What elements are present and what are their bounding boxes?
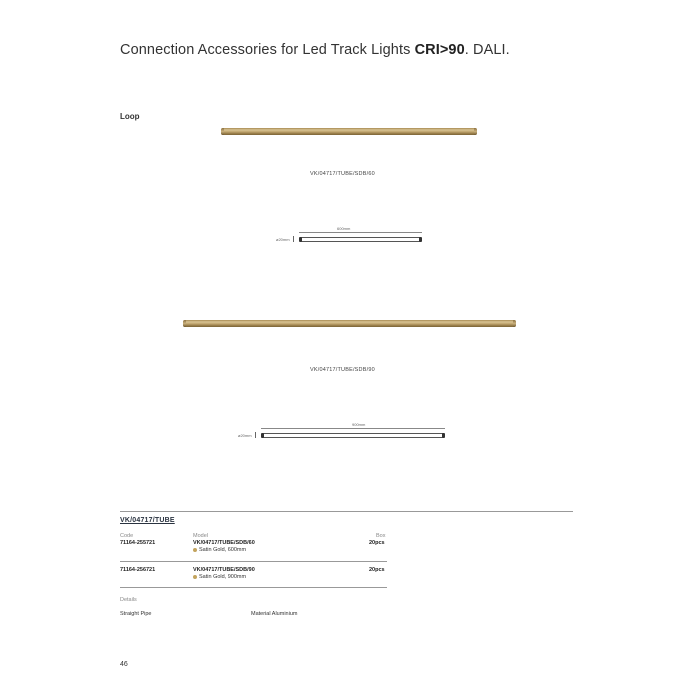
length-label: 600mm	[337, 226, 351, 231]
row-finish-text: Satin Gold, 900mm	[199, 574, 247, 580]
row-model: VK/04717/TUBE/SDB/60	[193, 540, 255, 546]
series-title: VK/04717/TUBE	[120, 517, 175, 524]
length-label: 900mm	[352, 422, 366, 427]
page-title	[120, 42, 510, 58]
row-finish	[193, 574, 246, 580]
header-code: Code	[120, 533, 134, 539]
section-label: Loop	[120, 112, 140, 121]
dimension-line	[261, 428, 445, 429]
details-label: Details	[120, 597, 137, 603]
satin-gold-swatch-icon	[193, 548, 197, 552]
dimension-tick	[293, 236, 294, 242]
table-top-divider	[120, 511, 573, 512]
row-divider	[120, 561, 387, 562]
dimension-line	[299, 232, 422, 233]
row-box: 20pcs	[369, 567, 385, 573]
tube-drawing-600	[299, 237, 422, 242]
row-finish-text: Satin Gold, 600mm	[199, 547, 247, 553]
row-code: 71164-255721	[120, 540, 156, 546]
header-model: Model	[193, 533, 208, 539]
diameter-label: ø20mm	[276, 237, 290, 242]
dimension-tick	[255, 432, 256, 438]
title-regular: Connection Accessories for Led Track Lights	[120, 42, 415, 58]
row-box: 20pcs	[369, 540, 385, 546]
diameter-label: ø20mm	[238, 433, 252, 438]
row-divider	[120, 587, 387, 588]
row-model: VK/04717/TUBE/SDB/90	[193, 567, 255, 573]
page-number: 46	[120, 661, 128, 668]
header-box: Box	[376, 533, 386, 539]
details-material: Material Aluminium	[251, 611, 298, 617]
tube-drawing-900	[261, 433, 445, 438]
details-shape: Straight Pipe	[120, 611, 152, 617]
title-bold: CRI>90	[414, 42, 465, 58]
model-caption: VK/04717/TUBE/SDB/60	[310, 171, 375, 177]
product-image-tube-600	[221, 128, 477, 135]
model-caption: VK/04717/TUBE/SDB/90	[310, 367, 375, 373]
row-finish	[193, 547, 246, 553]
satin-gold-swatch-icon	[193, 575, 197, 579]
row-code: 71164-256721	[120, 567, 156, 573]
title-suffix: . DALI.	[464, 42, 510, 58]
product-image-tube-900	[183, 320, 516, 327]
